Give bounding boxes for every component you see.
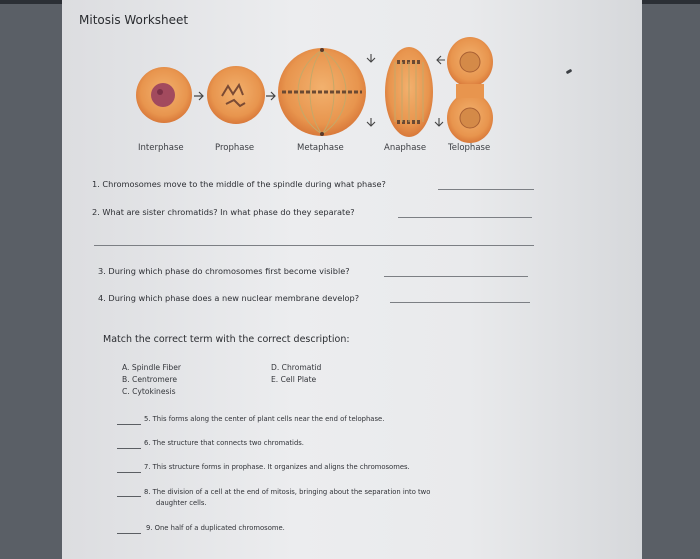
answer-line-1[interactable]: [438, 189, 534, 190]
answer-line-2[interactable]: [398, 217, 532, 218]
mitosis-diagram: [0, 0, 700, 150]
match-blank-7[interactable]: [117, 472, 141, 473]
answer-line-3[interactable]: [384, 276, 528, 277]
label-anaphase: Anaphase: [384, 143, 427, 153]
anaphase-cell: [385, 47, 433, 137]
match-blank-6[interactable]: [117, 448, 141, 449]
interphase-cell: [136, 67, 192, 123]
question-3: 3. During which phase do chromosomes first become visible?: [98, 266, 350, 276]
worksheet-title: Mitosis Worksheet: [79, 13, 189, 27]
question-1: 1. Chromosomes move to the middle of the spindle during what phase?: [92, 179, 386, 189]
arrow-icon: [437, 56, 445, 64]
term-c: C. Cytokinesis: [122, 387, 176, 396]
question-2: 2. What are sister chromatids? In what phase do they separate?: [92, 207, 355, 217]
arrow-icon: [367, 118, 375, 126]
telophase-cell: [447, 37, 493, 143]
label-telophase: Telophase: [448, 143, 491, 153]
match-blank-5[interactable]: [117, 424, 141, 425]
answer-line-2b[interactable]: [94, 245, 534, 246]
answer-line-4[interactable]: [390, 302, 530, 303]
arrow-icon: [367, 54, 375, 62]
term-a: A. Spindle Fiber: [122, 363, 182, 372]
term-e: E. Cell Plate: [271, 375, 317, 384]
term-b: B. Centromere: [122, 375, 178, 384]
arrow-icon: [194, 92, 203, 100]
match-heading: Match the correct term with the correct description:: [103, 334, 350, 345]
match-item-8: 8. The division of a cell at the end of mitosis, bringing about the separation into two: [144, 488, 431, 496]
label-metaphase: Metaphase: [297, 143, 344, 153]
match-item-9: 9. One half of a duplicated chromosome.: [146, 524, 285, 532]
term-d: D. Chromatid: [271, 363, 322, 372]
question-4: 4. During which phase does a new nuclear membrane develop?: [98, 293, 360, 303]
label-interphase: Interphase: [138, 143, 184, 153]
metaphase-cell: [278, 48, 366, 136]
match-item-5: 5. This forms along the center of plant cells near the end of telophase.: [144, 415, 385, 423]
match-item-7: 7. This structure forms in prophase. It organizes and aligns the chromosomes.: [144, 463, 410, 471]
prophase-cell: [207, 66, 265, 124]
match-blank-9[interactable]: [117, 533, 141, 534]
arrow-icon: [266, 92, 275, 100]
label-prophase: Prophase: [215, 143, 255, 153]
arrow-icon: [435, 118, 443, 126]
match-item-6: 6. The structure that connects two chromatids.: [144, 439, 304, 447]
match-item-8-cont: daughter cells.: [156, 499, 207, 507]
match-blank-8[interactable]: [117, 496, 141, 497]
